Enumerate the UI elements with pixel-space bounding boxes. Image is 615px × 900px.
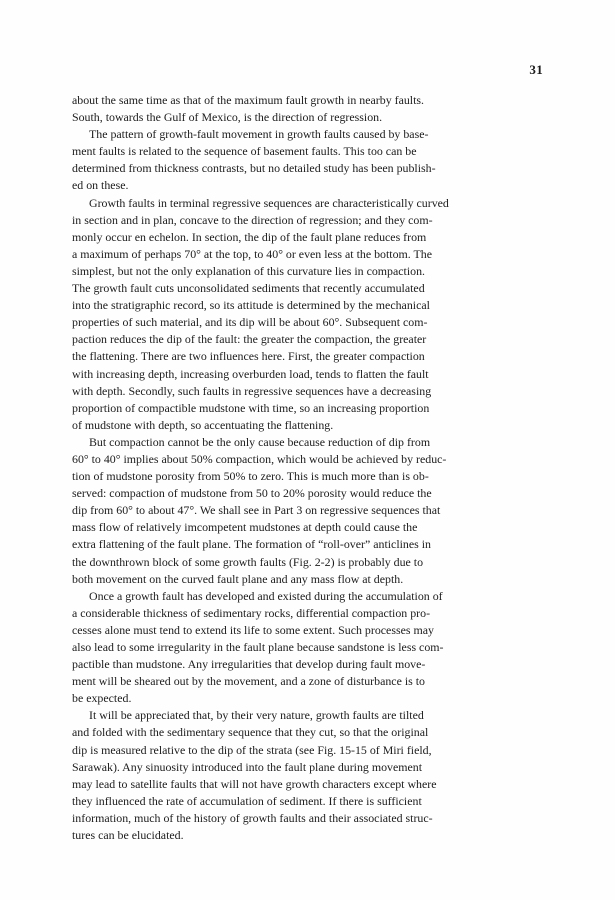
text-line: tures can be elucidated. [72, 828, 184, 843]
text-line: properties of such material, and its dip will be about 60°. Subsequent com- [72, 315, 428, 330]
text-line: into the stratigraphic record, so its attitude is determined by the mechanical [72, 298, 430, 313]
text-line: the downthrown block of some growth faults (Fig. 2-2) is probably due to [72, 554, 424, 569]
text-line: may lead to satellite faults that will not have growth characters except where [72, 776, 437, 791]
text-line: paction reduces the dip of the fault: the greater the compaction, the greater [72, 332, 427, 347]
text-line: in section and in plan, concave to the direction of regression; and they com- [72, 212, 433, 227]
text-line: 60° to 40° implies about 50% compaction, which would be achieved by reduc- [72, 451, 447, 466]
text-line: simplest, but not the only explanation of this curvature lies in compaction. [72, 263, 426, 278]
text-line: ment faults is related to the sequence of basement faults. This too can be [72, 144, 417, 159]
text-line: tion of mudstone porosity from 50% to zero. This is much more than is ob- [72, 469, 429, 484]
body-text [72, 92, 544, 844]
text-line: the flattening. There are two influences here. First, the greater compaction [72, 349, 425, 364]
text-line: pactible than mudstone. Any irregularities that develop during fault move- [72, 657, 426, 672]
text-line: and folded with the sedimentary sequence that they cut, so that the original [72, 725, 429, 740]
text-line: served: compaction of mudstone from 50 to 20% porosity would reduce the [72, 486, 432, 501]
text-line: ment will be sheared out by the movement, and a zone of disturbance is to [72, 674, 425, 689]
text-line: monly occur en echelon. In section, the dip of the fault plane reduces from [72, 229, 427, 244]
text-line: extra flattening of the fault plane. The formation of “roll-over” anticlines in [72, 537, 432, 552]
text-line: determined from thickness contrasts, but no detailed study has been publish- [72, 161, 436, 176]
text-line: Once a growth fault has developed and existed during the accumulation of [89, 588, 443, 603]
page-number: 31 [529, 62, 543, 77]
text-line: Growth faults in terminal regressive sequences are characteristically curved [89, 195, 449, 210]
text-line: The growth fault cuts unconsolidated sediments that recently accumulated [72, 281, 425, 296]
text-line: The pattern of growth-fault movement in growth faults caused by base- [89, 127, 429, 142]
text-line: also lead to some irregularity in the fault plane because sandstone is less com- [72, 640, 444, 654]
text-line: both movement on the curved fault plane and any mass flow at depth. [72, 571, 404, 586]
text-line: about the same time as that of the maximum fault growth in nearby faults. [72, 93, 425, 107]
text-line: be expected. [72, 691, 132, 706]
text-line: with increasing depth, increasing overburden load, tends to flatten the fault [72, 366, 429, 381]
text-line: dip is measured relative to the dip of the strata (see Fig. 15-15 of Miri field, [72, 742, 432, 757]
text-line: But compaction cannot be the only cause because reduction of dip from [89, 434, 431, 449]
text-line: It will be appreciated that, by their very nature, growth faults are tilted [89, 708, 424, 723]
text-line: cesses alone must tend to extend its life to some extent. Such processes may [72, 622, 434, 637]
text-line: mass flow of relatively imcompetent mudstones at depth could cause the [72, 520, 418, 535]
text-line: a maximum of perhaps 70° at the top, to 40° or even less at the bottom. The [72, 246, 432, 261]
text-line: Sarawak). Any sinuosity introduced into the fault plane during movement [72, 759, 423, 774]
text-line: dip from 60° to about 47°. We shall see in Part 3 on regressive sequences that [72, 503, 441, 518]
text-line: information, much of the history of growth faults and their associated struc- [72, 810, 433, 825]
text-line: with depth. Secondly, such faults in regressive sequences have a decreasing [72, 383, 432, 398]
text-line: a considerable thickness of sedimentary rocks, differential compaction pro- [72, 605, 431, 620]
text-line: they influenced the rate of accumulation of sediment. If there is sufficient [72, 793, 422, 808]
text-line: ed on these. [72, 178, 129, 193]
text-line: of mudstone with depth, so accentuating the flattening. [72, 417, 334, 432]
text-line: South, towards the Gulf of Mexico, is the direction of regression. [72, 110, 383, 125]
text-line: proportion of compactible mudstone with time, so an increasing proportion [72, 400, 430, 415]
